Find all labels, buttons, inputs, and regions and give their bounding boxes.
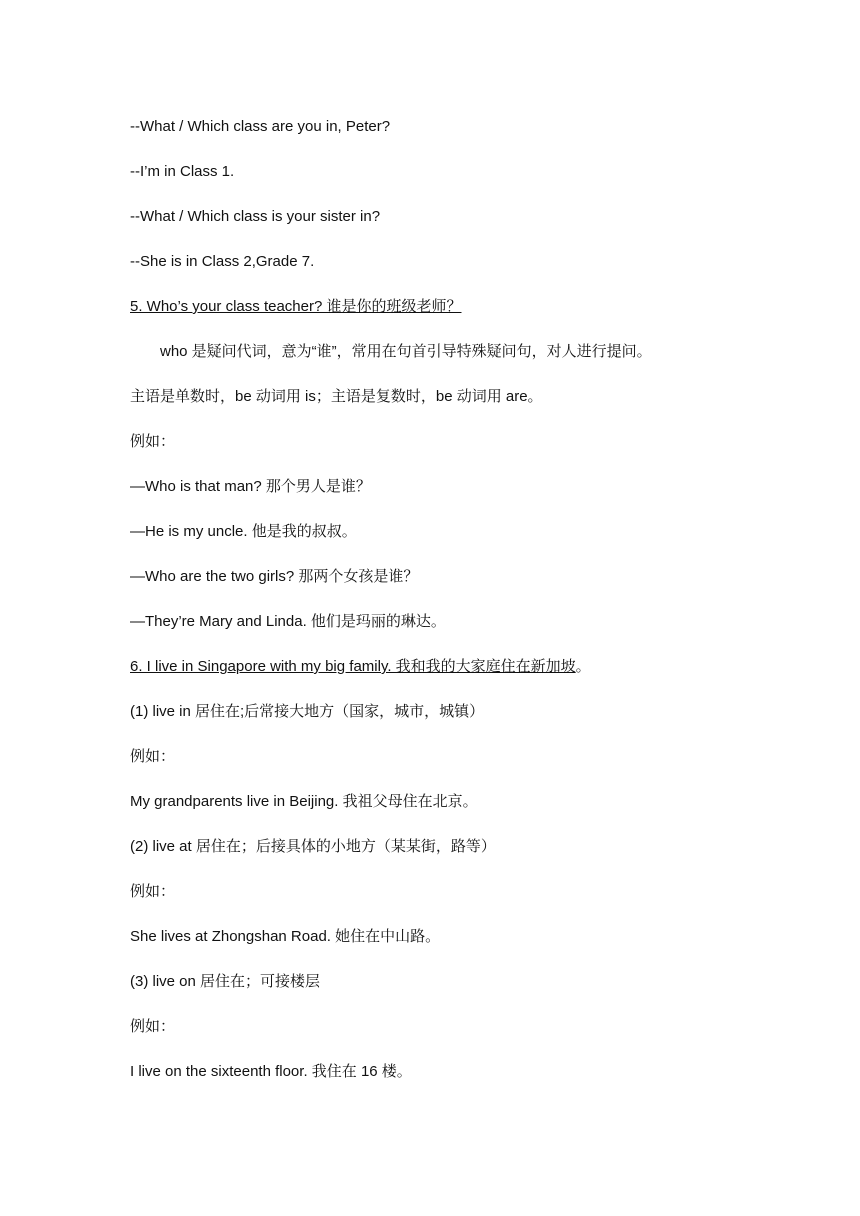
dialogue-line: --She is in Class 2,Grade 7.	[130, 253, 315, 270]
example-line: —He is my uncle. 他是我的叔叔。	[130, 523, 357, 540]
paragraph-line: (3) live on 居住在；可接楼层	[130, 973, 321, 990]
example-line: I live on the sixteenth floor. 我住在 16 楼。	[130, 1063, 412, 1080]
paragraph-line: (2) live at 居住在；后接具体的小地方（某某街，路等）	[130, 838, 496, 855]
section-heading-6	[130, 657, 591, 677]
example-line: —Who is that man? 那个男人是谁？	[130, 478, 371, 495]
example-label: 例如：	[130, 883, 176, 900]
example-line: —Who are the two girls? 那两个女孩是谁？	[130, 568, 419, 585]
example-label: 例如：	[130, 433, 176, 450]
paragraph-line: who 是疑问代词，意为“谁”，常用在句首引导特殊疑问句，对人进行提问。	[160, 343, 652, 360]
dialogue-line: --I’m in Class 1.	[130, 163, 235, 180]
example-line: —They’re Mary and Linda. 他们是玛丽的琳达。	[130, 613, 446, 630]
section-heading-5: 5. Who’s your class teacher? 谁是你的班级老师？	[130, 298, 462, 315]
example-line: My grandparents live in Beijing. 我祖父母住在北京。	[130, 793, 478, 810]
section-heading-6-text: 6. I live in Singapore with my big family. 我和我的大家庭住在新加坡	[130, 658, 576, 675]
paragraph-line: 主语是单数时，be 动词用 is；主语是复数时，be 动词用 are。	[130, 388, 543, 405]
dialogue-line: --What / Which class is your sister in?	[130, 208, 381, 225]
paragraph-line: (1) live in 居住在;后常接大地方（国家，城市，城镇）	[130, 703, 485, 720]
example-label: 例如：	[130, 748, 176, 765]
section-heading-6-period: 。	[575, 658, 591, 675]
example-label: 例如：	[130, 1018, 176, 1035]
dialogue-line: --What / Which class are you in, Peter?	[130, 118, 391, 135]
example-line: She lives at Zhongshan Road. 她住在中山路。	[130, 928, 441, 945]
